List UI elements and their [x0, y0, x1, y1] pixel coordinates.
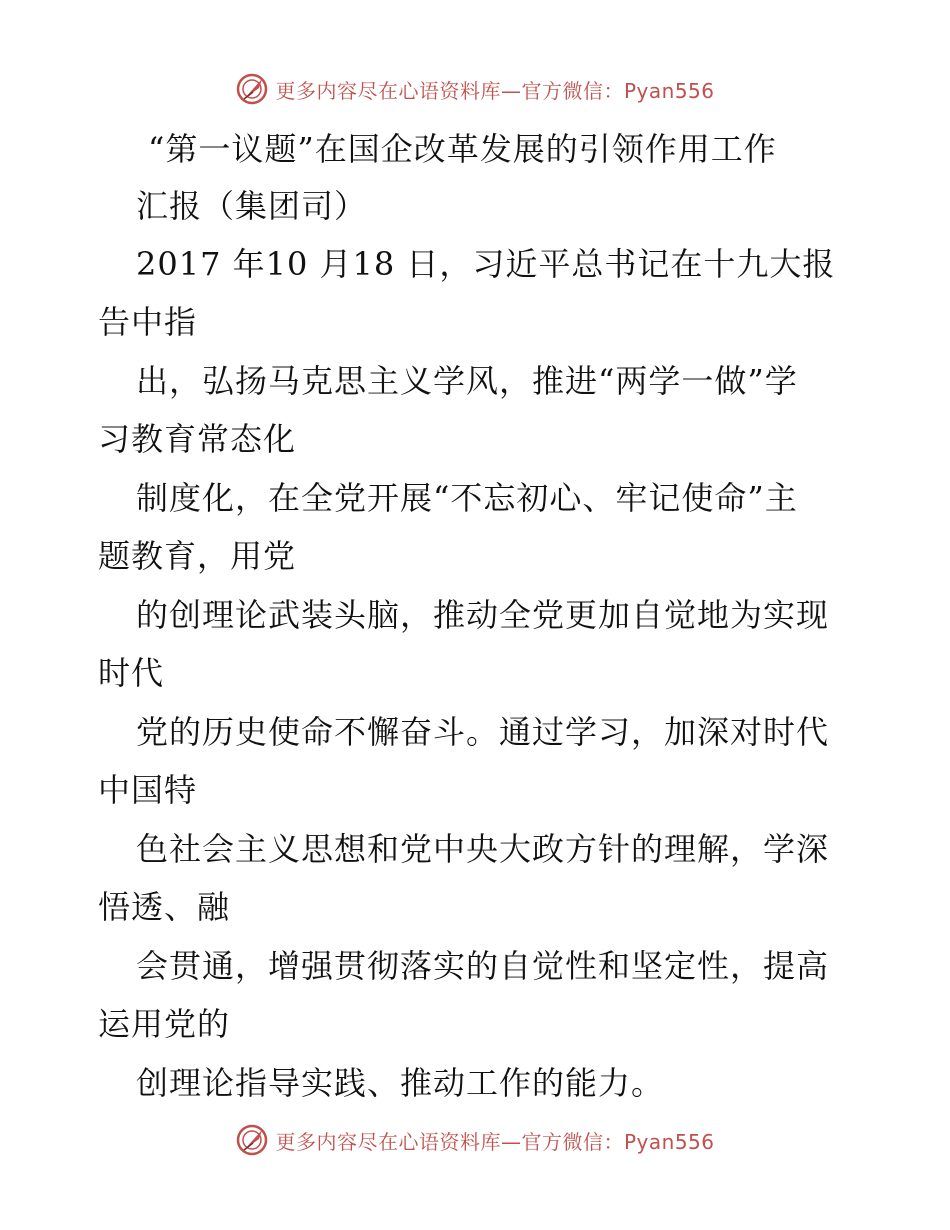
- paragraph-line: 时代: [98, 654, 165, 692]
- watermark-text: 更多内容尽在心语资料库—官方微信：Pyan556: [275, 1129, 715, 1154]
- paragraph-line: 制度化，在全党开展“不忘初心、牢记使命”主: [136, 479, 798, 517]
- paragraph-line: 2017 年10 月18 日，习近平总书记在十九大报: [136, 245, 836, 283]
- paragraph-line: 习教育常态化: [98, 420, 297, 458]
- paragraph-line: 出，弘扬马克思主义学风，推进“两学一做”学: [136, 362, 798, 400]
- footer-watermark: [0, 1123, 950, 1157]
- paragraph-line: 题教育，用党: [98, 537, 297, 575]
- paragraph-line: 党的历史使命不懈奋斗。通过学习，加深对时代: [136, 713, 830, 751]
- paragraph-line: 创理论指导实践、推动工作的能力。: [136, 1064, 665, 1102]
- document-title-line-1: “第一议题”在国企改革发展的引领作用工作: [148, 130, 777, 168]
- quill-logo-icon: [235, 72, 269, 106]
- paragraph-line: 色社会主义思想和党中央大政方针的理解，学深: [136, 830, 830, 868]
- document-title-line-2: 汇报（集团司）: [136, 187, 368, 225]
- quill-logo-icon: [235, 1123, 269, 1157]
- paragraph-line: 悟透、融: [98, 888, 231, 926]
- paragraph-line: 会贯通，增强贯彻落实的自觉性和坚定性，提高: [136, 947, 830, 985]
- paragraph-line: 运用党的: [98, 1005, 231, 1043]
- watermark-text: 更多内容尽在心语资料库—官方微信：Pyan556: [275, 78, 715, 103]
- paragraph-line: 告中指: [98, 303, 198, 341]
- header-watermark: [0, 72, 950, 106]
- paragraph-line: 中国特: [98, 771, 198, 809]
- paragraph-line: 的创理论武装头脑，推动全党更加自觉地为实现: [136, 596, 830, 634]
